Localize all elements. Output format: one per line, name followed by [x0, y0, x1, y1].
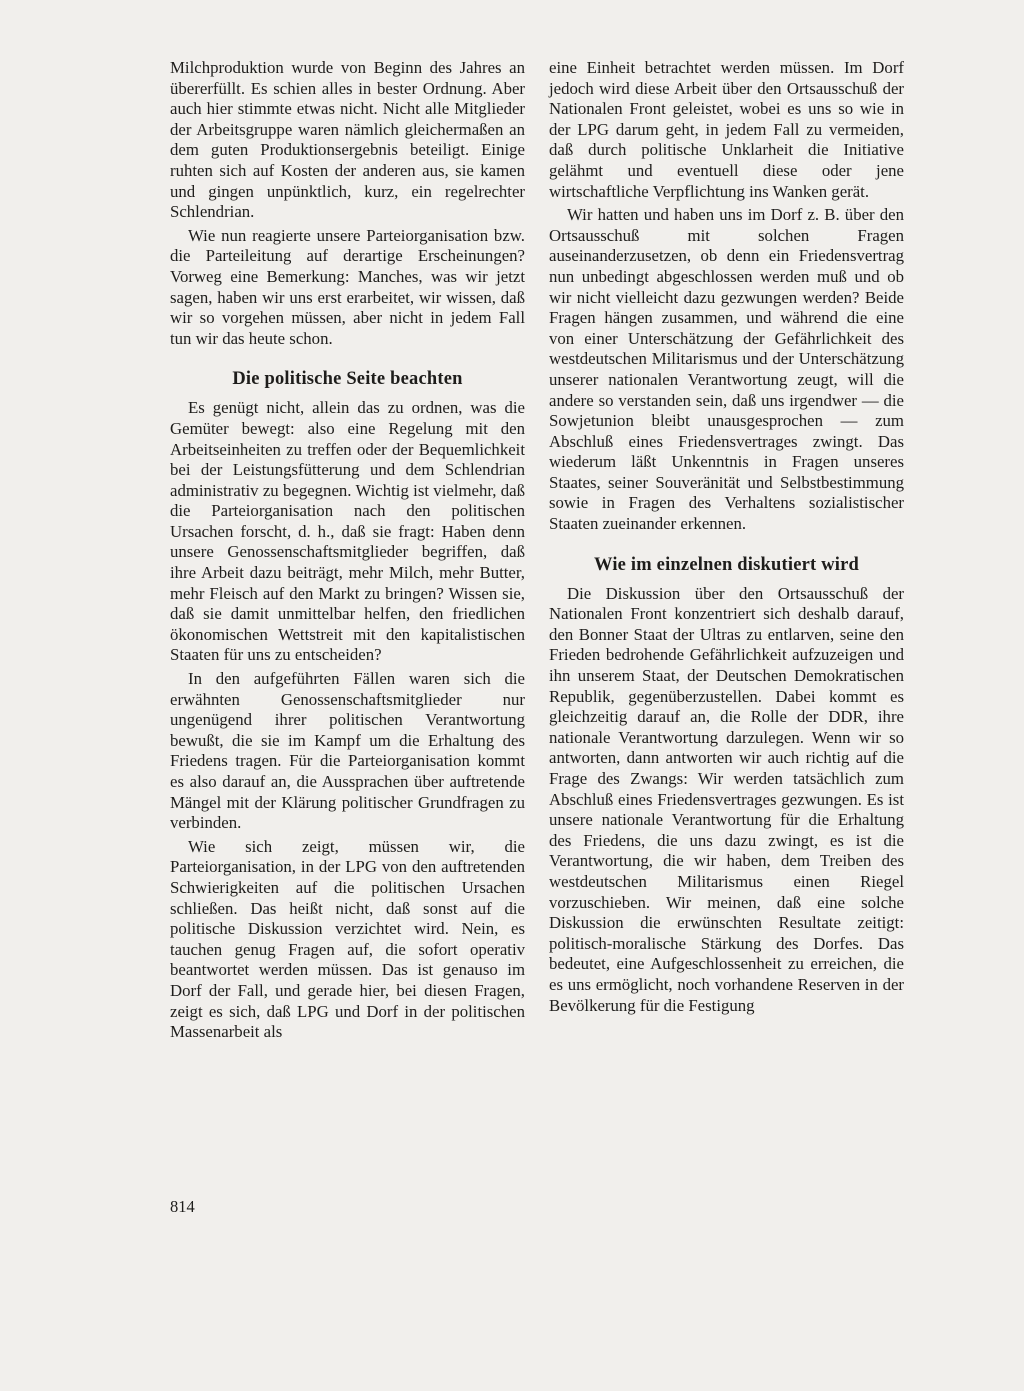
left-column [170, 58, 525, 1043]
page-number: 814 [170, 1197, 195, 1216]
left-paragraph-3: Es genügt nicht, allein das zu ordnen, was die Gemüter bewegt: also eine Regelung mit den Arbeitseinheiten zu treffen oder der Bequemlichkeit bei der Leistungsfütterung und dem Schlendrian administrativ zu begegnen. Wichtig ist vielmehr, daß die Parteiorganisation nach den politischen Ursachen forscht, d. h., daß sie fragt: Haben denn unsere Genossenschaftsmitglieder begriffen, daß ihre Arbeit dazu beiträgt, mehr Milch, mehr Butter, mehr Fleisch auf den Markt zu bringen? Wissen sie, daß sie damit unmittelbar helfen, den friedlichen ökonomischen Wettstreit mit den kapitalistischen Staaten für uns zu entscheiden? [170, 398, 525, 665]
left-paragraph-1: Milchproduktion wurde von Beginn des Jahres an übererfüllt. Es schien alles in bester Ordnung. Aber auch hier stimmte etwas nicht. Nicht alle Mitglieder der Arbeitsgruppe waren nämlich gleichermaßen an dem guten Produktionsergebnis beteiligt. Einige ruhten sich auf Kosten der anderen aus, sie kamen und gingen unpünktlich, kurz, ein regelrechter Schlendrian. [170, 58, 525, 222]
section-heading-politische-seite: Die politische Seite beachten [232, 369, 463, 390]
left-paragraph-2: Wie nun reagierte unsere Parteiorganisation bzw. die Parteileitung auf derartige Erscheinungen? Vorweg eine Bemerkung: Manches, was wir jetzt sagen, haben wir uns erst erarbeitet, wir wissen, daß wir so vorgehen müssen, aber nicht in jedem Fall tun wir das heute schon. [170, 225, 525, 348]
right-paragraph-2: Wir hatten und haben uns im Dorf z. B. über den Ortsausschuß mit solchen Fragen auseinanderzusetzen, ob denn ein Friedensvertrag nun unbedingt abgeschlossen werden muß und ob wir nicht vielleicht dazu gezwungen werden? Beide Fragen hängen zusammen, und während die eine von einer Unterschätzung der Gefährlichkeit des westdeutschen Militarismus und der Unterschätzung unserer nationalen Verantwortung zeugt, will die andere so verstanden sein, daß uns irgendwer — die Sowjetunion bleibt unausgesprochen — zum Abschluß eines Friedensvertrages zwingt. Das wiederum läßt Unkenntnis in Fragen unseres Staates, seiner Souveränität und Selbstbestimmung sowie in Fragen des Verhaltens sozialistischer Staaten zueinander erkennen. [549, 205, 904, 534]
right-column [549, 58, 904, 1016]
right-paragraph-3: Die Diskussion über den Ortsausschuß der Nationalen Front konzentriert sich deshalb darauf, den Bonner Staat der Ultras zu entlarven, seine den Frieden bedrohende Gefährlichkeit aufzuzeigen und ihn unserem Staat, der Deutschen Demokratischen Republik, gegenüberzustellen. Dabei kommt es gleichzeitig darauf an, die Rolle der DDR, ihre nationale Verantwortung darzulegen. Wenn wir so antworten, dann antworten wir auch richtig auf die Frage des Zwangs: Wir werden tatsächlich zum Abschluß eines Friedensvertrages gezwungen. Es ist unsere nationale Verantwortung für die Erhaltung des Friedens, die uns dazu zwingt, es ist die Verantwortung, die wir haben, dem Treiben des westdeutschen Militarismus einen Riegel vorzuschieben. Wir meinen, daß eine solche Diskussion die erwünschten Resultate zeitigt: politisch-moralische Stärkung des Dorfes. Das bedeutet, eine Aufgeschlossenheit zu erreichen, die es uns ermöglicht, noch vorhandene Reserven in der Bevölkerung für die Festigung [549, 583, 904, 1015]
left-paragraph-4: In den aufgeführten Fällen waren sich die erwähnten Genossenschaftsmitglieder nur ungenügend ihrer politischen Verantwortung bewußt, die sie im Kampf um die Erhaltung des Friedens tragen. Für die Parteiorganisation kommt es also darauf an, die Aussprachen über auftretende Mängel mit der Klärung politischer Grundfragen zu verbinden. [170, 669, 525, 833]
section-heading-diskussion: Wie im einzelnen diskutiert wird [593, 554, 860, 575]
right-paragraph-1: eine Einheit betrachtet werden müssen. Im Dorf jedoch wird diese Arbeit über den Ortsausschuß der Nationalen Front geleistet, wobei es uns so wie in der LPG darum geht, in jedem Fall zu vermeiden, daß durch politische Unklarheit die Initiative gelähmt und eventuell diese oder jene wirtschaftliche Verpflichtung ins Wanken gerät. [549, 58, 904, 201]
left-paragraph-5: Wie sich zeigt, müssen wir, die Parteiorganisation, in der LPG von den auftretenden Schwierigkeiten auf die politischen Ursachen schließen. Das heißt nicht, daß sonst auf die politische Diskussion verzichtet wird. Nein, es tauchen genug Fragen auf, die sofort operativ beantwortet werden müssen. Das ist genauso im Dorf der Fall, und gerade hier, bei diesen Fragen, zeigt es sich, daß LPG und Dorf in der politischen Massenarbeit als [170, 836, 525, 1042]
